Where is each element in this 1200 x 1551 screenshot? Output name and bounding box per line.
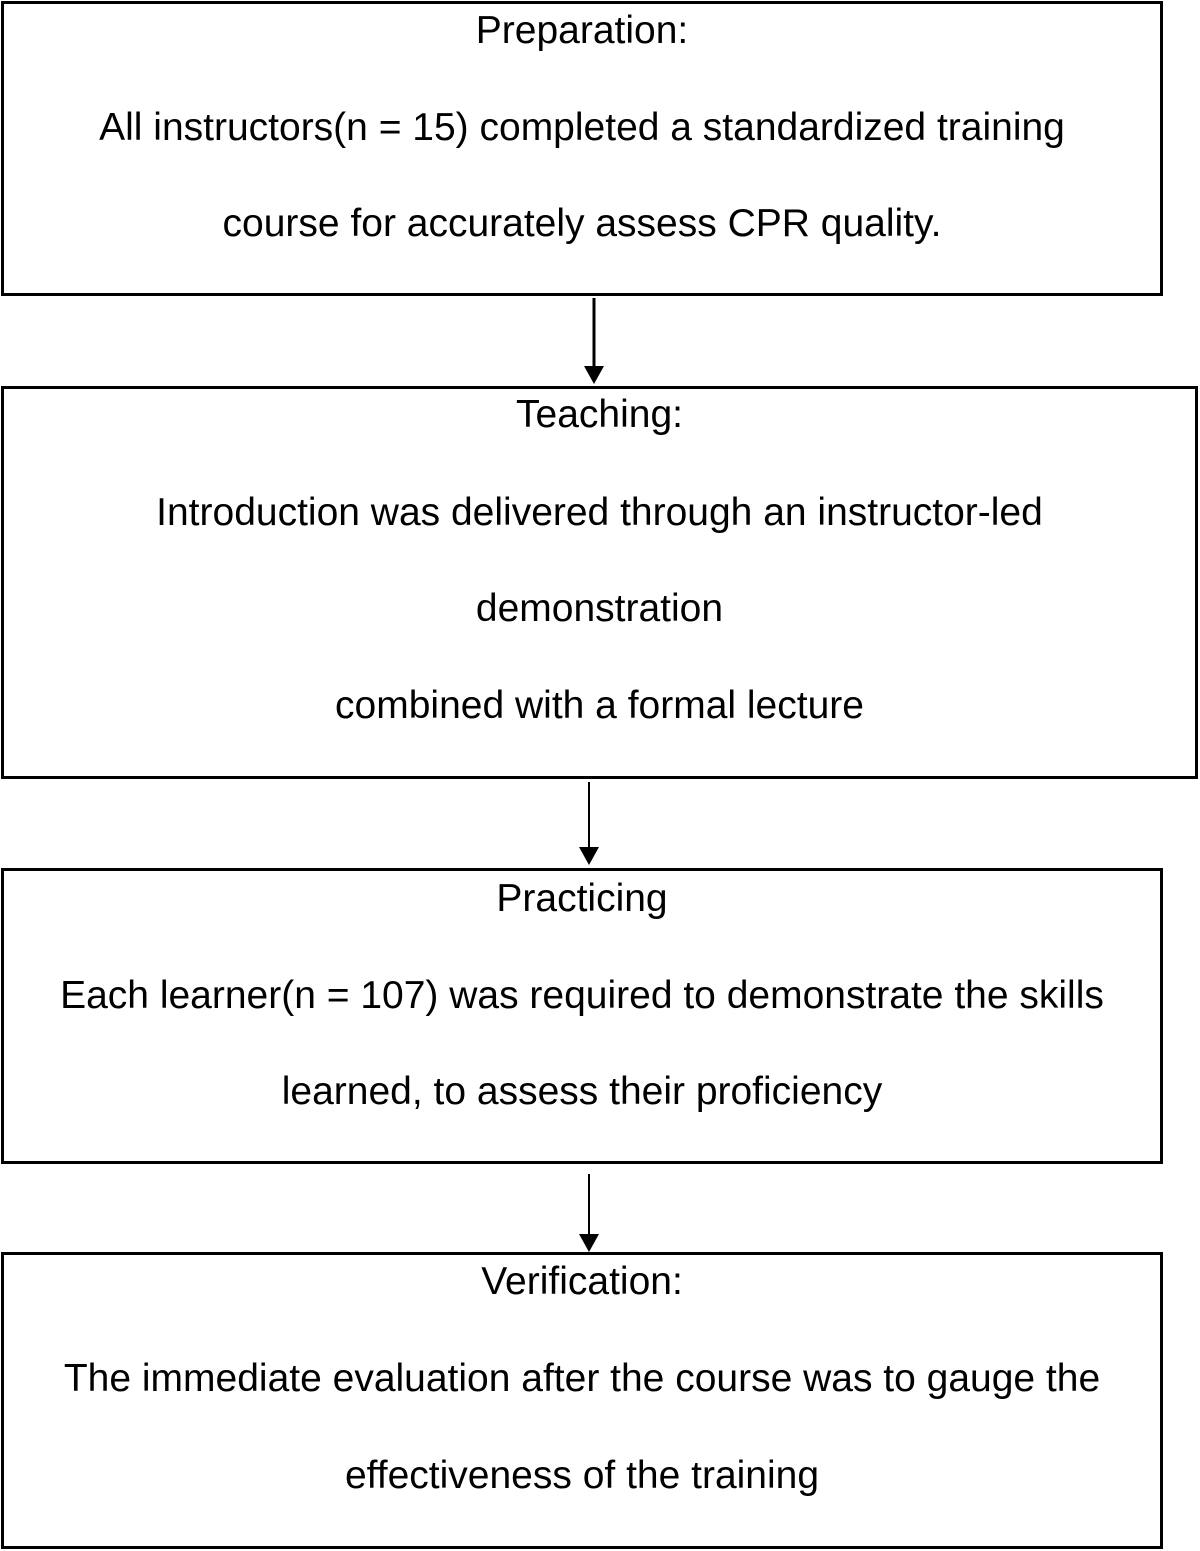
step-text-line: course for accurately assess CPR quality. — [222, 202, 942, 245]
flow-arrow — [580, 296, 610, 388]
step-heading: Practicing — [496, 877, 668, 920]
flow-step-preparation — [1, 1, 1163, 296]
flow-arrow — [575, 779, 605, 871]
flow-step-practicing — [1, 868, 1163, 1164]
step-heading: Verification: — [481, 1260, 683, 1303]
flow-step-teaching — [1, 386, 1198, 779]
step-heading: Preparation: — [475, 9, 689, 52]
step-text-line: Introduction was delivered through an instructor-led — [156, 491, 1043, 534]
step-text-line: learned, to assess their proficiency — [281, 1070, 883, 1113]
step-text-line: effectiveness of the training — [344, 1454, 820, 1497]
step-text-line: All instructors(n = 15) completed a standardized training — [99, 106, 1065, 149]
step-text-line: combined with a formal lecture — [335, 684, 864, 727]
flow-step-verification — [1, 1252, 1163, 1549]
flow-arrow — [575, 1172, 605, 1256]
step-text-line: demonstration — [475, 587, 724, 630]
step-heading: Teaching: — [516, 393, 683, 436]
step-text-line: The immediate evaluation after the course was to gauge the — [63, 1357, 1101, 1400]
step-text-line: Each learner(n = 107) was required to demonstrate the skills — [60, 974, 1104, 1017]
